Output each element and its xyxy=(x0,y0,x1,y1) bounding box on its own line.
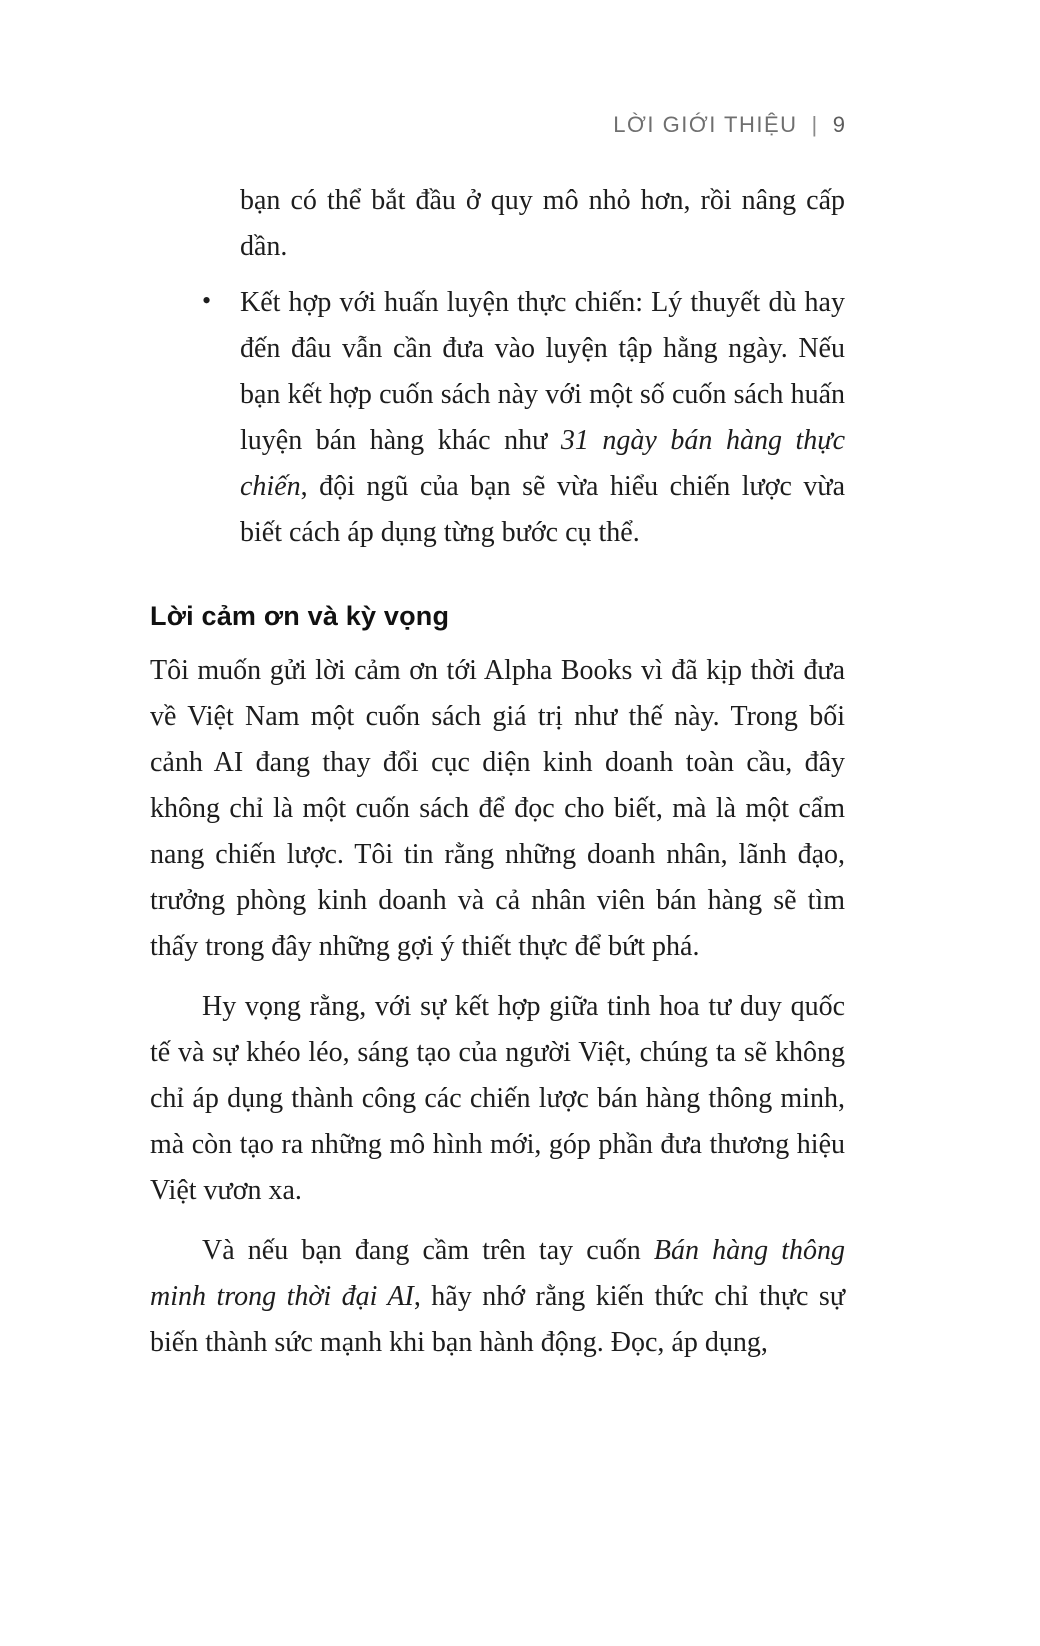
paragraph-closing-segment: Và nếu bạn đang cầm trên tay cuốn xyxy=(202,1235,654,1266)
book-title-reference: 31 ngày bán hàng thực chiến xyxy=(240,425,846,502)
bullet-text-segment: Kết hợp với huấn luyện thực chiến: Lý thuyết dù hay đến đâu vẫn cần đưa vào luyện tập hằng ngày. Nếu bạn kết hợp cuốn sách này với một số cuốn sách huấn luyện bán hàng khác như xyxy=(240,287,845,456)
paragraph-hope: Hy vọng rằng, với sự kết hợp giữa tinh hoa tư duy quốc tế và sự khéo léo, sáng tạo của người Việt, chúng ta sẽ không chỉ áp dụng thành công các chiến lược bán hàng thông minh, mà còn tạo ra những mô hình mới, góp phần đưa thương hiệu Việt vươn xa. xyxy=(150,991,845,1206)
book-title-reference: Bán hàng thông minh trong thời đại AI xyxy=(150,1235,846,1312)
paragraph-closing xyxy=(150,1228,845,1366)
running-header xyxy=(150,112,845,138)
paragraph-acknowledgement: Tôi muốn gửi lời cảm ơn tới Alpha Books vì đã kịp thời đưa về Việt Nam một cuốn sách giá trị như thế này. Trong bối cảnh AI đang thay đổi cục diện kinh doanh toàn cầu, đây không chỉ là một cuốn sách để đọc cho biết, mà là một cẩm nang chiến lược. Tôi tin rằng những doanh nhân, lãnh đạo, trưởng phòng kinh doanh và cả nhân viên bán hàng sẽ tìm thấy trong đây những gợi ý thiết thực để bứt phá. xyxy=(150,655,845,962)
bullet-text-segment: , đội ngũ của bạn sẽ vừa hiểu chiến lược vừa biết cách áp dụng từng bước cụ thể. xyxy=(240,471,845,548)
paragraph-closing-segment: , hãy nhớ rằng kiến thức chỉ thực sự biến thành sức mạnh khi bạn hành động. Đọc, áp dụng, xyxy=(150,1281,845,1358)
bullet-item xyxy=(150,280,845,556)
running-header-divider: | xyxy=(811,112,819,137)
page-content xyxy=(150,178,845,1366)
bullet-marker-icon: • xyxy=(202,286,212,315)
bullet-item-text xyxy=(240,280,845,556)
bullet-continuation-paragraph: bạn có thể bắt đầu ở quy mô nhỏ hơn, rồi nâng cấp dần. xyxy=(240,185,845,262)
page-number: 9 xyxy=(832,112,845,137)
running-header-title: LỜI GIỚI THIỆU xyxy=(613,112,798,137)
section-heading: Lời cảm ơn và kỳ vọng xyxy=(150,601,450,631)
